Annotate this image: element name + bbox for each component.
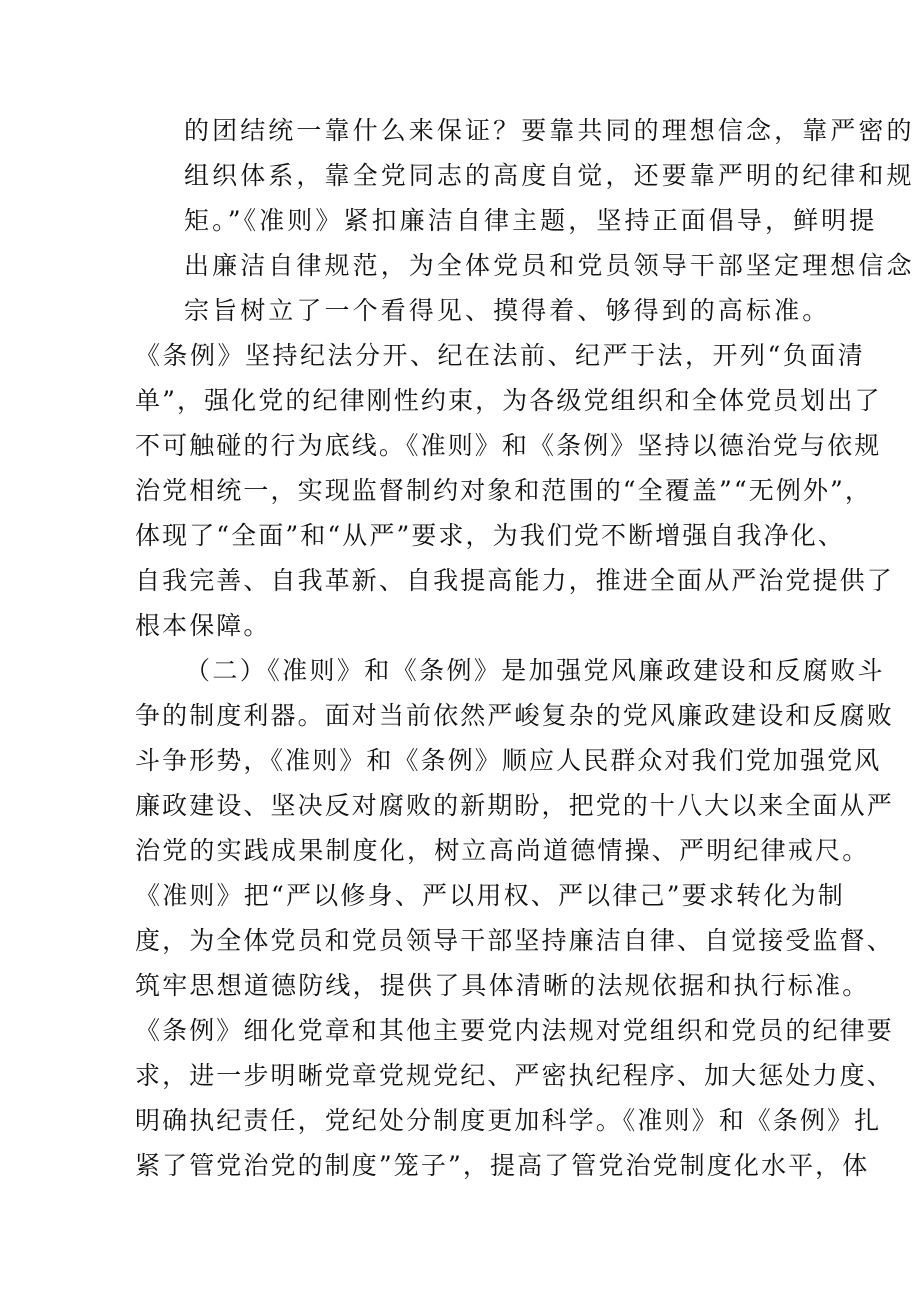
text-line: 矩。”《准则》紧扣廉洁自律主题，坚持正面倡导，鲜明提 — [184, 206, 878, 235]
text-line: 斗争形势，《准则》和《条例》顺应人民群众对我们党加强党风 — [135, 746, 882, 775]
text-line: 体现了“全面”和“从严”要求，为我们党不断增强自我净化、 — [135, 521, 845, 550]
text-line: 单”，强化党的纪律刚性约束，为各级党组织和全体党员划出了 — [135, 386, 882, 415]
text-line: 不可触碰的行为底线。《准则》和《条例》坚持以德治党与依规 — [135, 431, 882, 460]
text-line: 《条例》细化党章和其他主要党内法规对党组织和党员的纪律要 — [135, 1016, 894, 1045]
text-line: 宗旨树立了一个看得见、摸得着、够得到的高标准。 — [184, 296, 831, 325]
text-line: 廉政建设、坚决反对腐败的新期盼，把党的十八大以来全面从严 — [135, 791, 894, 820]
text-line: 的团结统一靠什么来保证？要靠共同的理想信念，靠严密的 — [184, 116, 915, 145]
text-line: 紧了管党治党的制度”笼子”，提高了管党治党制度化水平，体 — [135, 1151, 870, 1180]
text-line: 根本保障。 — [135, 611, 271, 640]
text-line: 出廉洁自律规范，为全体党员和党员领导干部坚定理想信念 — [184, 251, 915, 280]
text-line: 治党相统一，实现监督制约对象和范围的“全覆盖”“无例外”， — [135, 476, 873, 505]
text-line: 筑牢思想道德防线，提供了具体清晰的法规依据和执行标准。 — [135, 971, 870, 1000]
text-line: 组织体系，靠全党同志的高度自觉，还要靠严明的纪律和规 — [184, 161, 915, 190]
section-heading-line: （二）《准则》和《条例》是加强党风廉政建设和反腐败斗 — [185, 656, 885, 685]
text-line: 自我完善、自我革新、自我提高能力，推进全面从严治党提供了 — [135, 566, 894, 595]
text-line: 《条例》坚持纪法分开、纪在法前、纪严于法，开列“负面清 — [135, 341, 866, 370]
text-line: 明确执纪责任，党纪处分制度更加科学。《准则》和《条例》扎 — [135, 1106, 882, 1135]
text-line: 度，为全体党员和党员领导干部坚持廉洁自律、自觉接受监督、 — [135, 926, 894, 955]
text-line: 求，进一步明晰党章党规党纪、严密执纪程序、加大惩处力度、 — [135, 1061, 894, 1090]
text-line: 治党的实践成果制度化，树立高尚道德情操、严明纪律戒尺。 — [135, 836, 870, 865]
text-line: 争的制度利器。面对当前依然严峻复杂的党风廉政建设和反腐败 — [135, 701, 894, 730]
text-line: 《准则》把“严以修身、严以用权、严以律己”要求转化为制 — [135, 881, 845, 910]
